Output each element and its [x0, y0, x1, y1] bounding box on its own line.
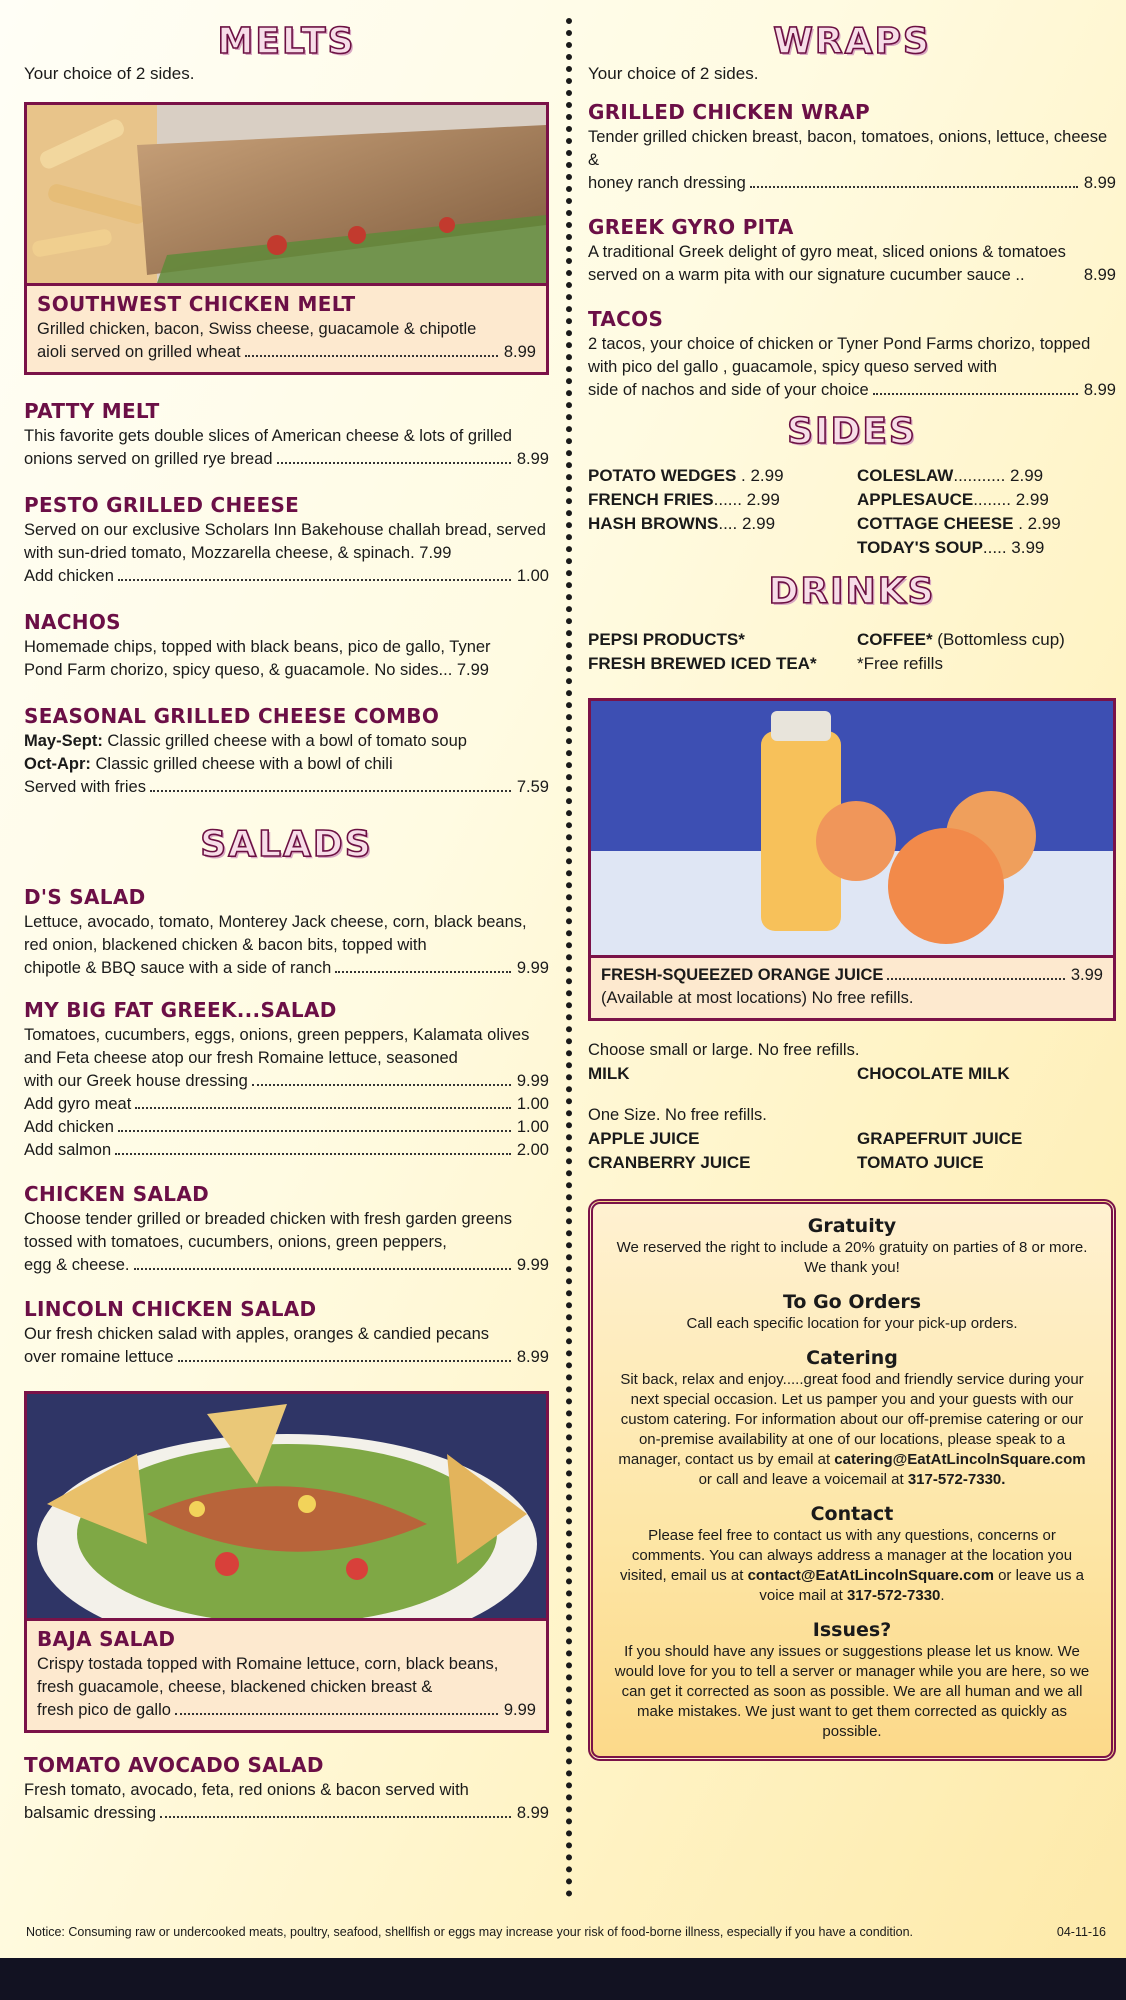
drinks-list — [588, 628, 1116, 676]
oj-price: 3.99 — [1070, 966, 1103, 984]
southwest-melt-price: 8.99 — [503, 343, 536, 361]
gyro-title: GREEK GYRO PITA — [588, 215, 794, 239]
pesto-desc: Served on our exclusive Scholars Inn Bakehouse challah bread, served with sun-dried tomato, Mozzarella cheese, & spinach. 7.99 — [24, 521, 546, 562]
combo-item — [24, 704, 549, 799]
combo-line1-label: May-Sept: — [24, 732, 103, 750]
milk-label: MILK — [588, 1064, 630, 1083]
juice-note: One Size. No free refills. — [588, 1106, 767, 1124]
greek-add-gyro-price: 1.00 — [516, 1095, 549, 1113]
contact-text: Please feel free to contact us with any questions, concerns or comments. You can always address a manager at the location you visited, email us at — [620, 1527, 1073, 1584]
milk-note: Choose small or large. No free refills. — [588, 1041, 860, 1059]
grilled-wrap-item — [588, 100, 1116, 195]
side-item: FRENCH FRIES...... 2.99 — [588, 490, 780, 509]
sides-list — [588, 464, 1116, 560]
tomato-avocado-title: TOMATO AVOCADO SALAD — [24, 1753, 324, 1777]
melts-subtitle: Your choice of 2 sides. — [24, 64, 195, 83]
contact-mid: or leave us a voice mail at — [759, 1567, 1084, 1604]
iced-tea-label: FRESH BREWED ICED TEA* — [588, 654, 817, 673]
gratuity-title: Gratuity — [807, 1215, 897, 1237]
juice-item: APPLE JUICE — [588, 1129, 700, 1148]
grilled-wrap-desc-end: honey ranch dressing — [588, 174, 746, 192]
melts-heading: MELTS — [217, 21, 356, 62]
ds-salad-desc: Lettuce, avocado, tomato, Monterey Jack cheese, corn, black beans, red onion, blackened chicken & bacon bits, topped with — [24, 913, 527, 954]
gratuity-text: We reserved the right to include a 20% gratuity on parties of 8 or more. We thank you! — [616, 1239, 1088, 1276]
bottom-edge — [0, 1958, 1126, 2000]
gyro-desc-end: served on a warm pita with our signature cucumber sauce .. — [588, 266, 1025, 284]
wraps-subtitle: Your choice of 2 sides. — [588, 64, 759, 83]
ds-salad-item — [24, 885, 549, 980]
left-column — [24, 0, 549, 1825]
pesto-addon: Add chicken — [24, 567, 114, 585]
milk-list — [588, 1062, 1116, 1086]
patty-melt-item — [24, 399, 549, 471]
tacos-title: TACOS — [588, 307, 664, 331]
contact-title: Contact — [810, 1503, 894, 1525]
patty-melt-price: 8.99 — [516, 450, 549, 468]
combo-desc-end: Served with fries — [24, 778, 146, 796]
southwest-melt-desc-end: aioli served on grilled wheat — [37, 343, 241, 361]
southwest-melt-card — [24, 102, 549, 375]
side-item: APPLESAUCE........ 2.99 — [857, 490, 1049, 509]
juice-item: CRANBERRY JUICE — [588, 1153, 751, 1172]
greek-add-gyro: Add gyro meat — [24, 1095, 132, 1113]
issues-text: If you should have any issues or suggestions please let us know. We would love for you to tell a server or manager while you are here, so we can get it corrected as soon as possible. We are all human and we all make mistakes. We just want to get them corrected as quickly as possible. — [614, 1643, 1090, 1740]
chicken-salad-title: CHICKEN SALAD — [24, 1182, 210, 1206]
issues-title: Issues? — [812, 1619, 892, 1641]
pepsi-label: PEPSI PRODUCTS* — [588, 630, 745, 649]
side-item: POTATO WEDGES . 2.99 — [588, 466, 784, 485]
nachos-desc: Homemade chips, topped with black beans, pico de gallo, Tyner — [24, 638, 491, 656]
grilled-wrap-desc: Tender grilled chicken breast, bacon, tomatoes, onions, lettuce, cheese & — [588, 128, 1108, 169]
gyro-price: 8.99 — [1083, 266, 1116, 284]
catering-text: Sit back, relax and enjoy.....great food and friendly service during your next special occasion. Let us pamper you and your guests with our custom catering. For information about our off-premise catering or our on-premise availability at one of our locations, please speak to a manager, contact us by email at — [618, 1371, 1084, 1468]
contact-email[interactable]: contact@EatAtLincolnSquare.com — [747, 1567, 994, 1584]
coffee-label: COFFEE* — [857, 630, 933, 649]
tacos-price: 8.99 — [1083, 381, 1116, 399]
patty-melt-desc-end: onions served on grilled rye bread — [24, 450, 273, 468]
ds-salad-title: D'S SALAD — [24, 885, 146, 909]
oj-title: FRESH-SQUEEZED ORANGE JUICE — [601, 966, 884, 984]
baja-salad-desc-end: fresh pico de gallo — [37, 1701, 171, 1719]
ds-salad-desc-end: chipotle & BBQ sauce with a side of ranch — [24, 959, 332, 977]
pesto-title: PESTO GRILLED CHEESE — [24, 493, 300, 517]
wraps-heading: WRAPS — [773, 21, 931, 62]
lincoln-salad-desc-end: over romaine lettuce — [24, 1348, 174, 1366]
nachos-title: NACHOS — [24, 610, 121, 634]
combo-line2-label: Oct-Apr: — [24, 755, 91, 773]
oj-note: (Available at most locations) No free refills. — [601, 989, 914, 1007]
catering-phone[interactable]: 317-572-7330. — [907, 1471, 1006, 1488]
southwest-melt-desc: Grilled chicken, bacon, Swiss cheese, guacamole & chipotle — [37, 320, 477, 338]
ds-salad-price: 9.99 — [516, 959, 549, 977]
side-item-empty — [588, 536, 847, 560]
side-item: TODAY'S SOUP..... 3.99 — [857, 538, 1045, 557]
lincoln-salad-item — [24, 1297, 549, 1369]
togo-text: Call each specific location for your pick-up orders. — [686, 1315, 1018, 1332]
sides-heading: SIDES — [787, 411, 917, 452]
nachos-item — [24, 610, 549, 682]
southwest-melt-title: SOUTHWEST CHICKEN MELT — [37, 292, 356, 316]
catering-mid: or call and leave a voicemail at — [698, 1471, 908, 1488]
grilled-wrap-price: 8.99 — [1083, 174, 1116, 192]
column-divider — [566, 18, 572, 1898]
nachos-desc-end: Pond Farm chorizo, spicy queso, & guacamole. No sides... 7.99 — [24, 661, 489, 679]
combo-line1: Classic grilled cheese with a bowl of tomato soup — [102, 732, 467, 750]
patty-melt-desc: This favorite gets double slices of American cheese & lots of grilled — [24, 427, 512, 445]
greek-salad-title: MY BIG FAT GREEK...SALAD — [24, 998, 337, 1022]
combo-price: 7.59 — [516, 778, 549, 796]
melt-photo — [27, 105, 546, 283]
combo-line2: Classic grilled cheese with a bowl of chili — [90, 755, 393, 773]
greek-add-chicken-price: 1.00 — [516, 1118, 549, 1136]
coffee-note: (Bottomless cup) — [932, 630, 1065, 649]
baja-salad-card — [24, 1391, 549, 1733]
baja-salad-price: 9.99 — [503, 1701, 536, 1719]
menu-date-code: 04-11-16 — [1056, 1925, 1106, 1939]
baja-salad-desc: Crispy tostada topped with Romaine lettuce, corn, black beans, fresh guacamole, cheese, blackened chicken breast & — [37, 1655, 499, 1696]
baja-salad-title: BAJA SALAD — [37, 1627, 176, 1651]
juice-item: GRAPEFRUIT JUICE — [857, 1129, 1023, 1148]
food-safety-notice: Notice: Consuming raw or undercooked meats, poultry, seafood, shellfish or eggs may increase your risk of food-borne illness, especially if you have a condition. — [26, 1925, 914, 1939]
chicken-salad-desc: Choose tender grilled or breaded chicken with fresh garden greens tossed with tomatoes, cucumbers, onions, green peppers, — [24, 1210, 512, 1251]
greek-salad-desc-end: with our Greek house dressing — [24, 1072, 248, 1090]
lincoln-salad-price: 8.99 — [516, 1348, 549, 1366]
side-item: COTTAGE CHEESE . 2.99 — [857, 514, 1061, 533]
greek-add-chicken: Add chicken — [24, 1118, 114, 1136]
right-column — [588, 0, 1116, 1761]
pesto-item — [24, 493, 549, 588]
greek-salad-desc: Tomatoes, cucumbers, eggs, onions, green peppers, Kalamata olives and Feta cheese atop our fresh Romaine lettuce, seasoned — [24, 1026, 530, 1067]
side-item: COLESLAW........... 2.99 — [857, 466, 1044, 485]
grilled-wrap-title: GRILLED CHICKEN WRAP — [588, 100, 870, 124]
tacos-desc: 2 tacos, your choice of chicken or Tyner Pond Farms chorizo, topped with pico del gallo , guacamole, spicy queso served with — [588, 335, 1091, 376]
juice-item: TOMATO JUICE — [857, 1153, 984, 1172]
orange-juice-card — [588, 698, 1116, 1021]
lincoln-salad-title: LINCOLN CHICKEN SALAD — [24, 1297, 317, 1321]
greek-salad-price: 9.99 — [516, 1072, 549, 1090]
footer-notice — [26, 1925, 1106, 1939]
drinks-heading: DRINKS — [768, 571, 936, 612]
chicken-salad-price: 9.99 — [516, 1256, 549, 1274]
chicken-salad-desc-end: egg & cheese. — [24, 1256, 130, 1274]
tomato-avocado-desc: Fresh tomato, avocado, feta, red onions & bacon served with — [24, 1781, 469, 1799]
greek-add-salmon-price: 2.00 — [516, 1141, 549, 1159]
chocolate-milk-label: CHOCOLATE MILK — [857, 1064, 1010, 1083]
tacos-desc-end: side of nachos and side of your choice — [588, 381, 869, 399]
juice-photo — [591, 701, 1113, 955]
togo-title: To Go Orders — [782, 1291, 922, 1313]
patty-melt-title: PATTY MELT — [24, 399, 160, 423]
juice-list — [588, 1127, 1116, 1175]
combo-title: SEASONAL GRILLED CHEESE COMBO — [24, 704, 440, 728]
free-refills-note: *Free refills — [857, 654, 943, 673]
gyro-desc: A traditional Greek delight of gyro meat, sliced onions & tomatoes — [588, 243, 1066, 261]
catering-email[interactable]: catering@EatAtLincolnSquare.com — [834, 1451, 1086, 1468]
side-item: HASH BROWNS.... 2.99 — [588, 514, 776, 533]
info-box: Gratuity We reserved the right to include a 20% gratuity on parties of 8 or more. We thank you! To Go Orders Call each specific location for your pick-up orders. Catering Sit back, relax and enjoy.....great food and friendly service during your next special occasion. Let us pamper you and your guests with our custom catering. For information about our off-premise catering or our on-premise availability at one of our locations, please speak to a manager, contact us by email at catering@EatAtLincolnSquare.com or call and leave a voicemail at 317-572-7330. Contact Please feel free to contact us with any questions, concerns or comments. You can always address a manager at the location you visited, email us at contact@EatAtLincolnSquare.com or leave us a voice mail at 317-572-7330. Issues? If you should have any issues or suggestions please let us know. We would love for you to tell a server or manager while you are here, so we can get it corrected as soon as possible. We are all human and we all make mistakes. We just want to get them corrected as quickly as possible. — [588, 1199, 1116, 1761]
greek-add-salmon: Add salmon — [24, 1141, 112, 1159]
tacos-item — [588, 307, 1116, 402]
tomato-avocado-item — [24, 1753, 549, 1825]
gyro-item — [588, 215, 1116, 287]
chicken-salad-item — [24, 1182, 549, 1277]
salads-heading: SALADS — [200, 824, 373, 865]
greek-salad-item — [24, 998, 549, 1162]
southwest-melt-price-line — [37, 341, 536, 364]
tomato-avocado-desc-end: balsamic dressing — [24, 1804, 157, 1822]
salad-photo — [27, 1394, 546, 1618]
pesto-addon-price: 1.00 — [516, 567, 549, 585]
catering-title: Catering — [806, 1347, 898, 1369]
lincoln-salad-desc: Our fresh chicken salad with apples, oranges & candied pecans — [24, 1325, 490, 1343]
tomato-avocado-price: 8.99 — [516, 1804, 549, 1822]
contact-phone[interactable]: 317-572-7330 — [846, 1587, 941, 1604]
